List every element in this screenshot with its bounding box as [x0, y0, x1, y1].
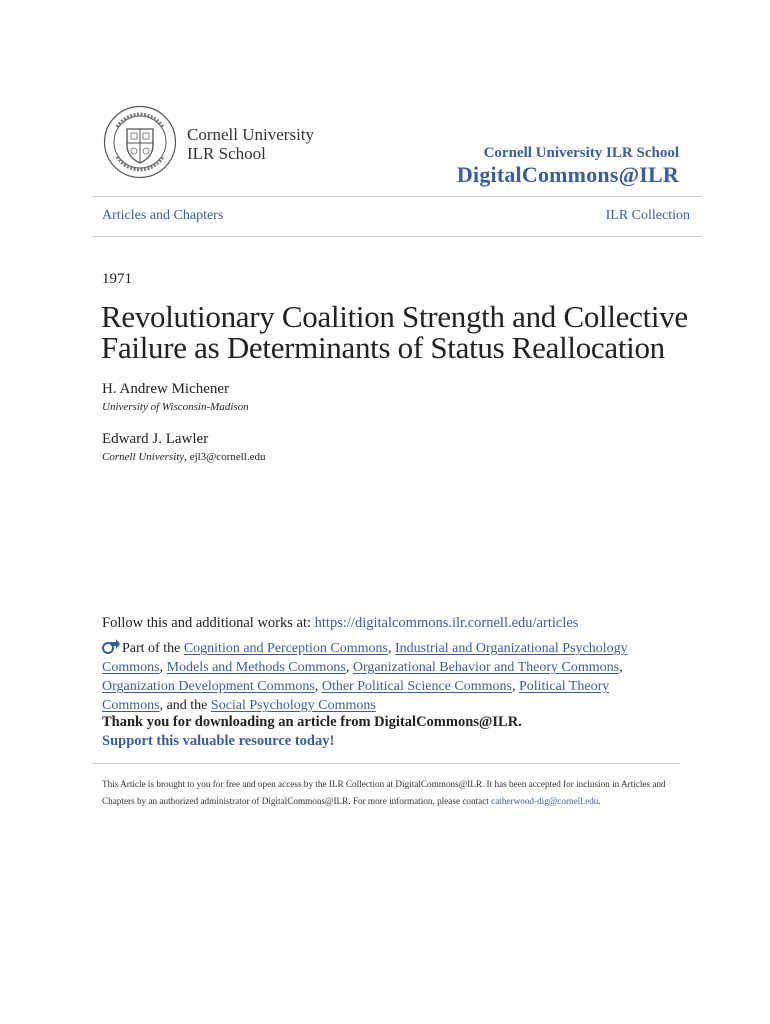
- author-affiliation: University of Wisconsin-Madison: [102, 401, 249, 413]
- commons-link-other-poli-sci[interactable]: Other Political Science Commons: [321, 679, 512, 694]
- support-link[interactable]: Support this valuable resource today!: [102, 733, 335, 749]
- university-name: Cornell University: [187, 125, 315, 144]
- footer-notice: This Article is brought to you for free and open access by the ILR Collection at DigitalCommons@ILR. It has been accepted for inclusion in Articles and Chapters by an authorized administrator of DigitalCommons@ILR. For more information, please contact catherwood-dig@cornell.edu.: [102, 779, 666, 806]
- contact-email-link[interactable]: catherwood-dig@cornell.edu: [491, 796, 599, 806]
- repository-school-link[interactable]: Cornell University ILR School: [483, 145, 679, 161]
- thanks-message: Thank you for downloading an article from DigitalCommons@ILR.: [102, 714, 522, 730]
- author-affiliation: Cornell University, ejl3@cornell.edu: [102, 451, 266, 463]
- articles-url-link[interactable]: https://digitalcommons.ilr.cornell.edu/articles: [314, 615, 579, 631]
- commons-link-org-behavior[interactable]: Organizational Behavior and Theory Commons: [352, 660, 620, 675]
- school-name: ILR School: [187, 144, 266, 163]
- part-of-commons: Part of the Cognition and Perception Commons, Industrial and Organizational Psychology Commons, Models and Methods Commons, Organizational Behavior and Theory Commons, Organization Development Commons, Other Political Science Commons, Political Theory Commons, and the Social Psychology Commons: [102, 638, 662, 715]
- commons-link-io-psychology[interactable]: Industrial and Organizational Psychology Commons: [102, 641, 628, 675]
- repository-name-link[interactable]: DigitalCommons@ILR: [456, 162, 679, 187]
- commons-link-cognition[interactable]: Cognition and Perception Commons: [183, 641, 388, 656]
- publication-year: 1971: [102, 271, 132, 287]
- nav-divider: [92, 236, 702, 237]
- commons-link-political-theory[interactable]: Political Theory Commons: [102, 679, 610, 713]
- nav-collection-link[interactable]: ILR Collection: [605, 208, 690, 223]
- follow-line: Follow this and additional works at: https://digitalcommons.ilr.cornell.edu/articles: [102, 615, 579, 631]
- footer-divider: [92, 763, 680, 764]
- article-title: Revolutionary Coalition Strength and Collective Failure as Determinants of Status Reallocation: [101, 299, 688, 365]
- commons-link-models-methods[interactable]: Models and Methods Commons: [166, 660, 346, 675]
- share-icon: [102, 638, 120, 654]
- commons-link-org-development[interactable]: Organization Development Commons: [102, 679, 315, 694]
- header-divider: [92, 196, 702, 197]
- author-name: Edward J. Lawler: [102, 431, 209, 447]
- author-email[interactable]: , ejl3@cornell.edu: [184, 451, 266, 463]
- nav-articles-link[interactable]: Articles and Chapters: [102, 208, 224, 223]
- author-name: H. Andrew Michener: [102, 381, 230, 397]
- cornell-seal-icon: [103, 105, 177, 179]
- commons-link-social-psychology[interactable]: Social Psychology Commons: [210, 698, 376, 713]
